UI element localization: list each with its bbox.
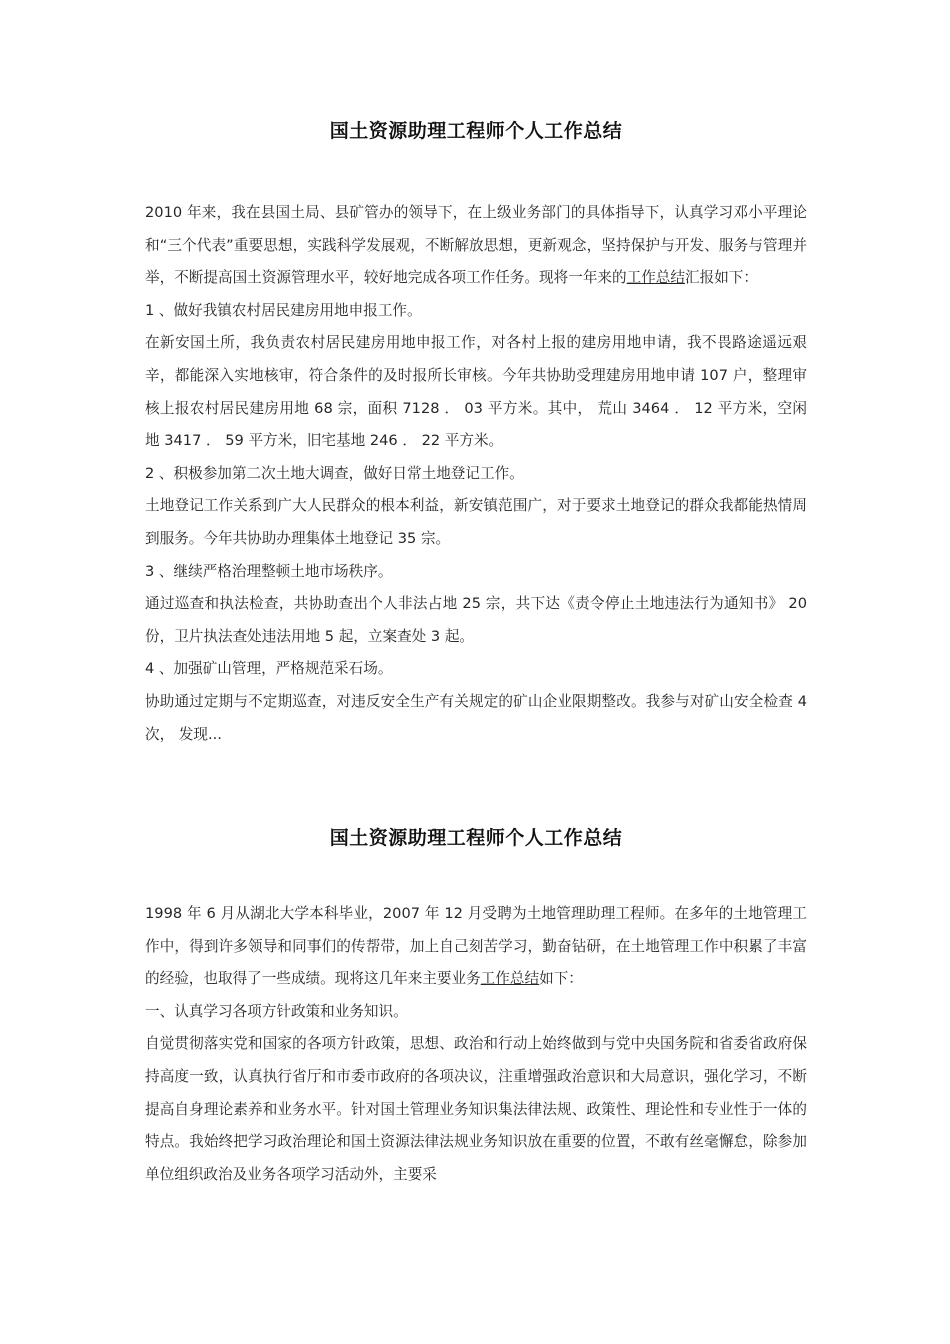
article-2-heading-1: 一、认真学习各项方针政策和业务知识。 [145, 1002, 408, 1020]
article-1-paragraph-2: 土地登记工作关系到广大人民群众的根本利益，新安镇范围广，对于要求土地登记的群众我都能热情周到服务。今年共协助办理集体土地登记 35 宗。 [145, 497, 807, 547]
article-1-title: 国土资源助理工程师个人工作总结 [329, 120, 623, 142]
article-1-heading-2: 2 、积极参加第二次土地大调查，做好日常土地登记工作。 [145, 464, 524, 482]
article-1-heading-1: 1 、做好我镇农村居民建房用地申报工作。 [145, 301, 422, 319]
article-2-body [145, 898, 807, 1191]
work-summary-link[interactable]: 工作总结 [480, 970, 540, 988]
article-1-intro-paragraph [145, 197, 807, 295]
article-1-paragraph-4: 协助通过定期与不定期巡查，对违反安全生产有关规定的矿山企业限期整改。我参与对矿山安全检查 4 次， 发现... [145, 692, 807, 743]
article-2-title: 国土资源助理工程师个人工作总结 [329, 827, 623, 849]
article-1-intro-tail: 汇报如下： [685, 269, 758, 287]
article-2-intro-paragraph [145, 898, 807, 996]
work-summary-link[interactable]: 工作总结 [626, 269, 685, 287]
article-2-intro-text: 1998 年 6 月从湖北大学本科毕业，2007 年 12 月受聘为土地管理助理工程师。在多年的土地管理工作中，得到许多领导和同事们的传帮带，加上自己刻苦学习，勤奋钻研，在土地管理工作中积累了丰富的经验，也取得了一些成绩。现将这几年来主要业务 [145, 905, 807, 988]
article-1-paragraph-1: 在新安国土所，我负责农村居民建房用地申报工作，对各村上报的建房用地申请，我不畏路途遥远艰辛，都能深入实地核审，符合条件的及时报所长审核。今年共协助受理建房用地申请 107 户，整理审核上报农村居民建房用地 68 宗，面积 7128 ． 03 平方米。其中， 荒山 3464 ． 12 平方米，空闲地 3417 ． 59 平方米，旧宅基地 246 ． 22 平方米。 [145, 334, 807, 450]
article-1-heading-4: 4 、加强矿山管理，严格规范采石场。 [145, 660, 393, 678]
article-1-paragraph-3: 通过巡查和执法检查，共协助查出个人非法占地 25 宗，共下达《责令停止土地违法行为通知书》 20 份，卫片执法查处违法用地 5 起，立案查处 3 起。 [145, 595, 807, 645]
article-1-heading-3: 3 、继续严格治理整顿土地市场秩序。 [145, 562, 393, 580]
article-2-intro-tail: 如下： [539, 970, 583, 988]
article-1-intro-text: 2010 年来，我在县国土局、县矿管办的领导下，在上级业务部门的具体指导下，认真学习邓小平理论和“三个代表”重要思想，实践科学发展观，不断解放思想，更新观念，坚持保护与开发、服务与管理并举，不断提高国土资源管理水平，较好地完成各项工作任务。现将一年来的 [145, 204, 807, 287]
article-1-body [145, 197, 807, 751]
article-2-paragraph-1: 自觉贯彻落实党和国家的各项方针政策，思想、政治和行动上始终做到与党中央国务院和省委省政府保持高度一致，认真执行省厅和市委市政府的各项决议，注重增强政治意识和大局意识，强化学习，不断提高自身理论素养和业务水平。针对国土管理业务知识集法律法规、政策性、理论性和专业性于一体的特点。我始终把学习政治理论和国土资源法律法规业务知识放在重要的位置，不敢有丝毫懈怠，除参加单位组织政治及业务各项学习活动外，主要采 [145, 1035, 807, 1183]
